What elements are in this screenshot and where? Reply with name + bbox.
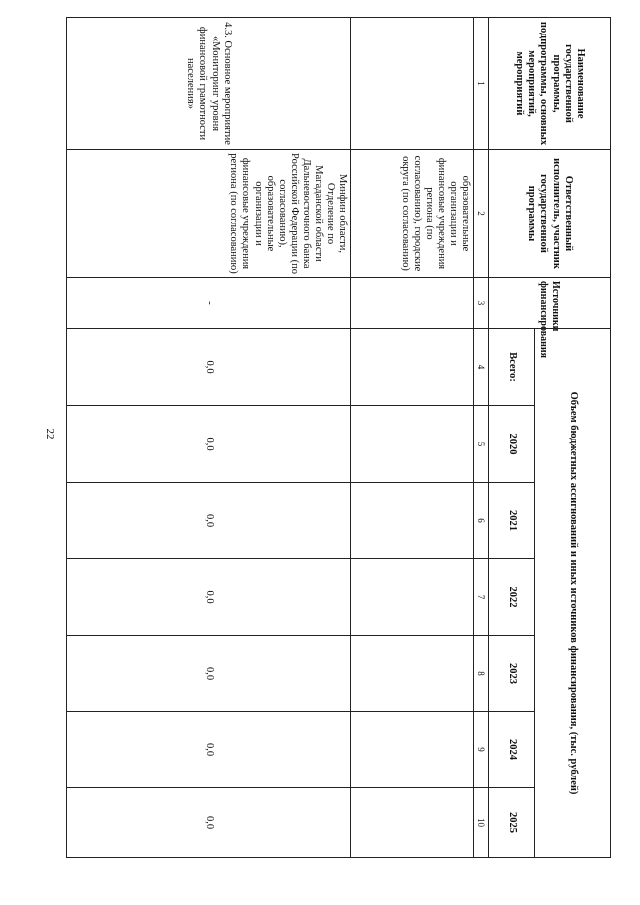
row-name: [351, 18, 474, 150]
header-name: Наименование государственной программы, подпрограммы, основных мероприятий, мероприятий: [489, 18, 611, 150]
row-value: [351, 788, 474, 858]
header-year-total: Всего:: [489, 329, 535, 406]
column-number: 6: [474, 483, 489, 559]
header-year-2022: 2022: [489, 559, 535, 636]
row-value: 0,0: [67, 329, 351, 406]
row-value: [351, 483, 474, 559]
rotated-table-wrapper: [66, 17, 611, 857]
row-value: [351, 406, 474, 483]
row-value: 0,0: [67, 406, 351, 483]
row-value: [351, 712, 474, 788]
header-source: Источники финансирования: [489, 278, 611, 329]
header-executor: Ответственный исполнитель, участник государственной программы: [489, 150, 611, 278]
row-value: 0,0: [67, 636, 351, 712]
header-year-2025: 2025: [489, 788, 535, 858]
column-number: 3: [474, 278, 489, 329]
header-volume: Объем бюджетных ассигнований и иных источников финансирования, (тыс. рублей): [535, 329, 611, 858]
row-value: [351, 559, 474, 636]
page-number: 22: [44, 428, 56, 440]
column-number-row: [474, 18, 489, 858]
table-row: [67, 18, 351, 858]
row-source: -: [67, 278, 351, 329]
row-value: [351, 329, 474, 406]
header-year-2021: 2021: [489, 483, 535, 559]
column-number: 7: [474, 559, 489, 636]
row-value: [351, 636, 474, 712]
row-value: 0,0: [67, 712, 351, 788]
row-value: 0,0: [67, 483, 351, 559]
row-source: [351, 278, 474, 329]
column-number: 9: [474, 712, 489, 788]
row-name: 4.3. Основное мероприятие «Мониторинг уровня финансовой грамотности населения»: [67, 18, 351, 150]
column-number: 8: [474, 636, 489, 712]
header-year-2023: 2023: [489, 636, 535, 712]
column-number: 4: [474, 329, 489, 406]
row-executor: Минфин области, Отделение по Магаданской области Дальневосточного банка Российской Федерации (по согласованию), образовательные организации и финансовые учреждения региона (по согласованию): [67, 150, 351, 278]
column-number: 5: [474, 406, 489, 483]
header-year-2020: 2020: [489, 406, 535, 483]
column-number: 10: [474, 788, 489, 858]
row-value: 0,0: [67, 559, 351, 636]
column-number: 2: [474, 150, 489, 278]
table-row: [351, 18, 474, 858]
financing-table: [66, 17, 611, 858]
header-year-2024: 2024: [489, 712, 535, 788]
row-executor: образовательные организации и финансовые учреждения региона (по согласованию), городские округа (по согласованию): [351, 150, 474, 278]
row-value: 0,0: [67, 788, 351, 858]
column-number: 1: [474, 18, 489, 150]
